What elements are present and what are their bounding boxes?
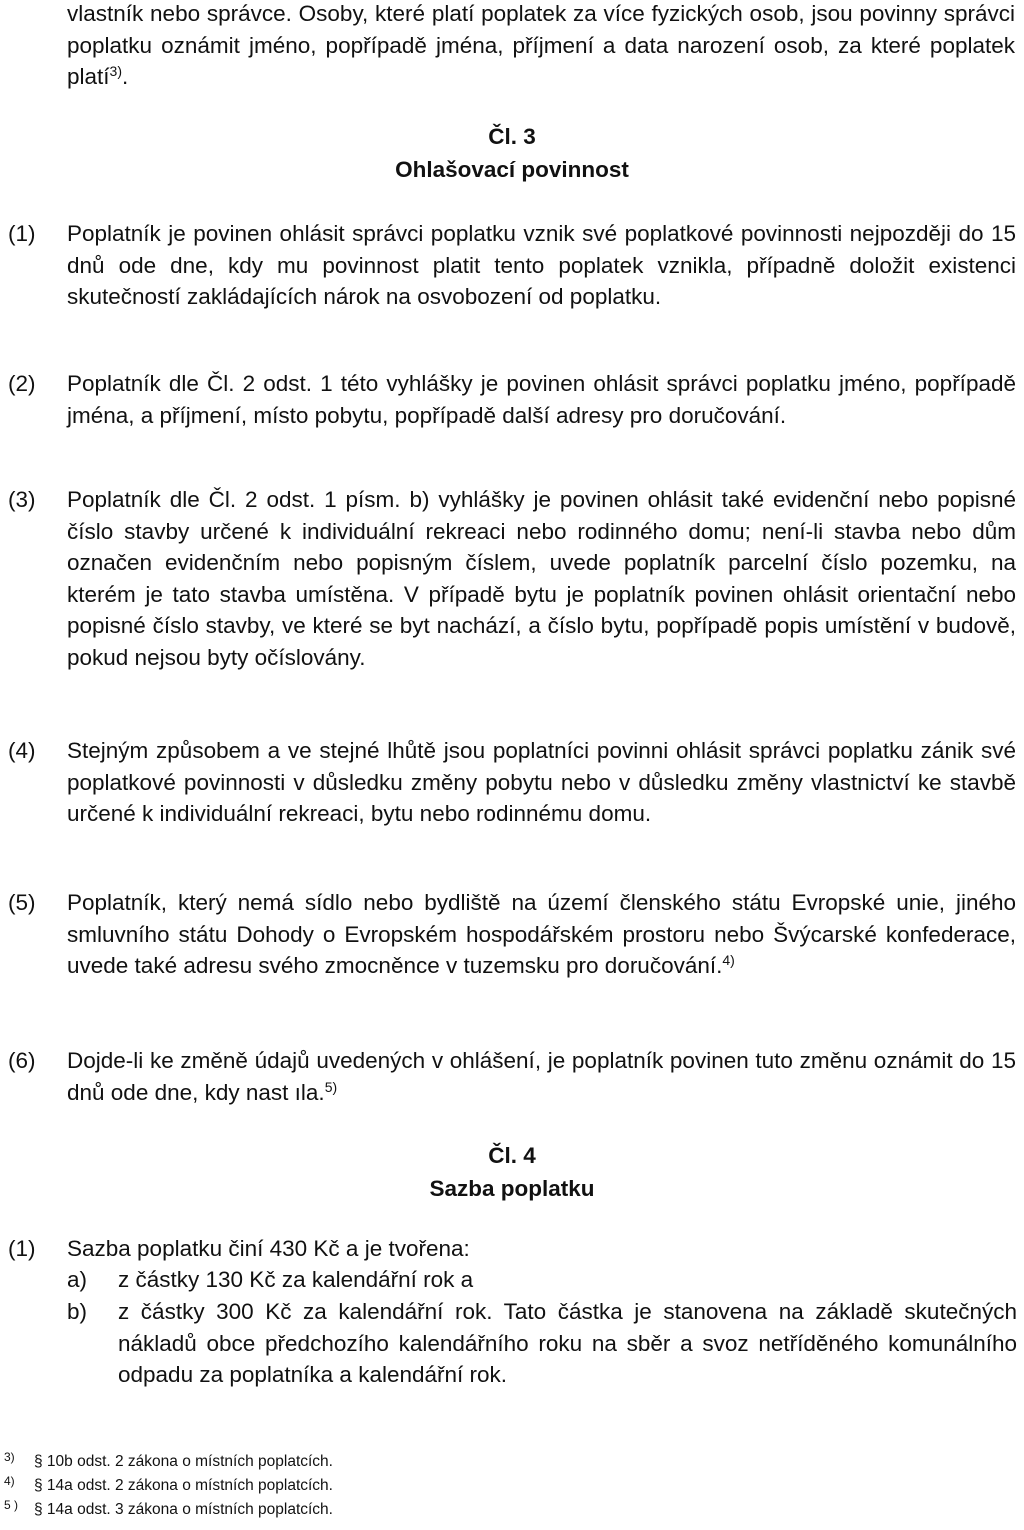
paragraph-number: (1) — [8, 221, 36, 246]
footnote-mark: 3) — [4, 1450, 15, 1464]
article-3-heading — [0, 120, 1024, 186]
footnote-text: § 10b odst. 2 zákona o místních poplatcích. — [34, 1453, 333, 1470]
item-letter: b) — [67, 1299, 88, 1324]
paragraph-text: Stejným způsobem a ve stejné lhůtě jsou poplatníci povinni ohlásit správci poplatku zánik své poplatkové povinnosti v důsledku změny pobytu nebo v důsledku změny vlastnictví ke stavbě určené k individuální rekreaci, bytu nebo rodinnému domu. — [67, 738, 1016, 826]
paragraph-number: (5) — [8, 890, 36, 915]
footnote-ref-5: 5) — [324, 1078, 338, 1095]
paragraph-text: Poplatník dle Čl. 2 odst. 1 písm. b) vyhlášky je povinen ohlásit také evidenční nebo popisné číslo stavby určené k individuální rekreaci nebo rodinného domu; není-li stavba nebo dům označen evidenčním nebo popisným číslem, uvede poplatník parcelní číslo pozemku, na kterém je tato stavba umístěna. V případě bytu je poplatník povinen ohlásit orientační nebo popisné číslo stavby, ve které se byt nachází, a číslo bytu, popřípadě popis umístění v budově, pokud nejsou byty očíslovány. — [67, 487, 1016, 670]
footnote-text: § 14a odst. 2 zákona o místních poplatcích. — [34, 1477, 333, 1494]
item-text: z částky 300 Kč za kalendářní rok. Tato částka je stanovena na základě skutečných nákladů obce předchozího kalendářního roku na sběr a svoz netříděného komunálního odpadu za poplatníka a kalendářní rok. — [118, 1299, 1017, 1387]
footnotes — [0, 1450, 1024, 1522]
paragraph-number: (2) — [8, 371, 36, 396]
article-4-title: Sazba poplatku — [429, 1176, 595, 1201]
footnote-ref-3: 3) — [109, 63, 122, 79]
intro-tail: . — [121, 64, 129, 89]
intro-paragraph — [67, 0, 1015, 93]
footnote-text: § 14a odst. 3 zákona o místních poplatcích. — [34, 1501, 333, 1518]
paragraph-text: Poplatník je povinen ohlásit správci poplatku vznik své poplatkové povinnosti nejpozději do 15 dnů ode dne, kdy mu povinnost platit tento poplatek vznikla, případně doložit existenci skutečností zakládajících nárok na osvobození od poplatku. — [67, 221, 1016, 309]
article-4-heading — [0, 1139, 1024, 1205]
footnote-3 — [0, 1450, 1024, 1474]
footnote-mark: 4) — [4, 1474, 15, 1488]
item-letter: a) — [67, 1267, 88, 1292]
paragraph-number: (6) — [8, 1048, 36, 1073]
paragraph-body: Poplatník, který nemá sídlo nebo bydliště na území členského státu Evropské unie, jiného smluvního státu Dohody o Evropském hospodářském prostoru nebo Švýcarské konfederace, uvede také adresu svého zmocněnce v tuzemsku pro doručování. — [67, 890, 1016, 978]
paragraph-body: Dojde-li ke změně údajů uvedených v ohlášení, je poplatník povinen tuto změnu oznámit do 15 dnů ode dne, kdy nast ıla. — [67, 1048, 1016, 1105]
article-3-title: Ohlašovací povinnost — [395, 157, 629, 182]
article-4-number: Čl. 4 — [488, 1143, 536, 1168]
item-text: z částky 130 Kč za kalendářní rok a — [118, 1267, 474, 1292]
paragraph-text — [67, 887, 1016, 982]
footnote-ref-4: 4) — [722, 952, 735, 968]
intro-text: vlastník nebo správce. Osoby, které platí poplatek za více fyzických osob, jsou povinny správci poplatku oznámit jméno, popřípadě jména, příjmení a data narození osob, za které poplatek platí — [67, 1, 1015, 89]
paragraph-text: Poplatník dle Čl. 2 odst. 1 této vyhlášky je povinen ohlásit správci poplatku jméno, popřípadě jména, a příjmení, místo pobytu, popřípadě další adresy pro doručování. — [67, 371, 1016, 428]
paragraph-number: (1) — [8, 1236, 36, 1261]
paragraph-text — [67, 1045, 1016, 1108]
footnote-5 — [0, 1498, 1024, 1522]
paragraph-number: (3) — [8, 487, 36, 512]
footnote-mark: 5 ) — [4, 1498, 19, 1512]
paragraph-number: (4) — [8, 738, 36, 763]
article-3-number: Čl. 3 — [488, 124, 536, 149]
paragraph-text: Sazba poplatku činí 430 Kč a je tvořena: — [67, 1236, 470, 1261]
footnote-4 — [0, 1474, 1024, 1498]
